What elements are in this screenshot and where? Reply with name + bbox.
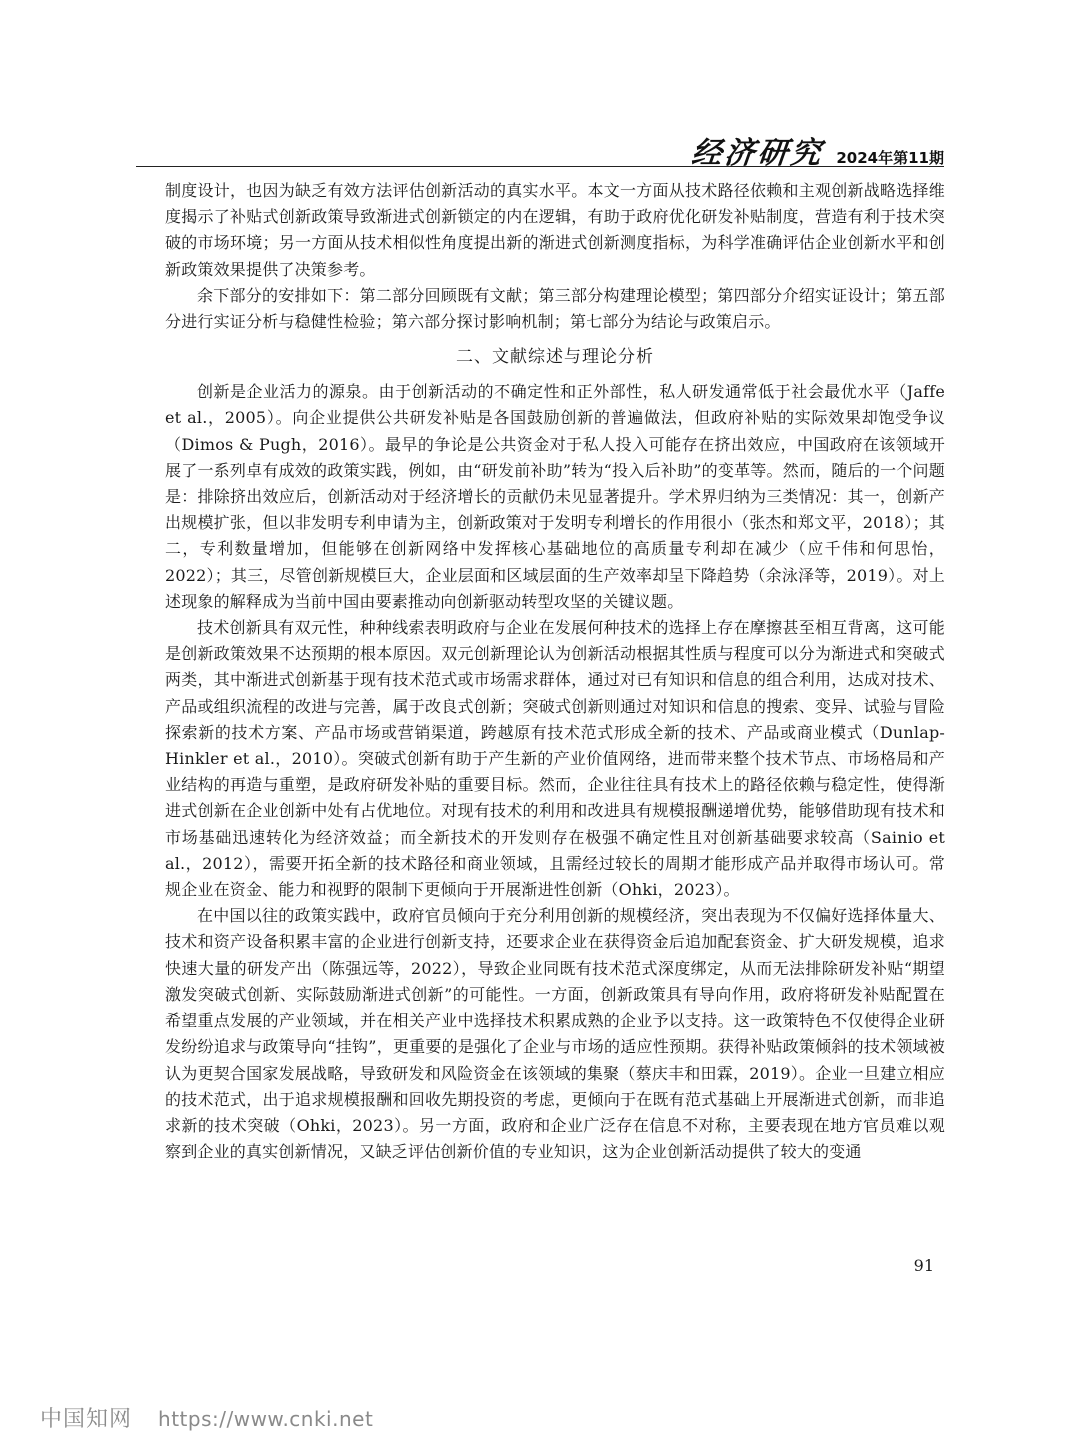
paragraph: 创新是企业活力的源泉。由于创新活动的不确定性和正外部性，私人研发通常低于社会最优水平（Jaffe et al.，2005）。向企业提供公共研发补贴是各国鼓励创新的普遍做法，但政府补贴的实际效果却饱受争议（Dimos & Pugh，2016）。最早的争论是公共资金对于私人投入可能存在挤出效应，中国政府在该领域开展了一系列卓有成效的政策实践，例如，由“研发前补助”转为“投入后补助”的变革等。然而，随后的一个问题是：排除挤出效应后，创新活动对于经济增长的贡献仍未见显著提升。学术界归纳为三类情况：其一，创新产出规模扩张，但以非发明专利申请为主，创新政策对于发明专利增长的作用很小（张杰和郑文平，2018）；其二，专利数量增加，但能够在创新网络中发挥核心基础地位的高质量专利却在减少（应千伟和何思怡，2022）；其三，尽管创新规模巨大，企业层面和区域层面的生产效率却呈下降趋势（余泳泽等，2019）。对上述现象的解释成为当前中国由要素推动向创新驱动转型攻坚的关键议题。 [165,382,945,611]
watermark [40,1402,373,1433]
article-body [165,178,945,1165]
paragraph: 制度设计，也因为缺乏有效方法评估创新活动的真实水平。本文一方面从技术路径依赖和主观创新战略选择维度揭示了补贴式创新政策导致渐进式创新锁定的内在逻辑，有助于政府优化研发补贴制度，营造有利于技术突破的市场环境；另一方面从技术相似性角度提出新的渐进式创新测度指标，为科学准确评估企业创新水平和创新政策效果提供了决策参考。 [165,181,945,279]
journal-issue: 2024年第11期 [836,149,944,167]
paragraph: 余下部分的安排如下：第二部分回顾既有文献；第三部分构建理论模型；第四部分介绍实证设计；第五部分进行实证分析与稳健性检验；第六部分探讨影响机制；第七部分为结论与政策启示。 [165,285,945,332]
header-rule [136,166,944,167]
watermark-url: https://www.cnki.net [158,1407,374,1431]
paragraph: 技术创新具有双元性，种种线索表明政府与企业在发展何种技术的选择上存在摩擦甚至相互背离，这可能是创新政策效果不达预期的根本原因。双元创新理论认为创新活动根据其性质与程度可以分为渐进式和突破式两类，其中渐进式创新基于现有技术范式或市场需求群体，通过对已有知识和信息的组合利用，达成对技术、产品或组织流程的改进与完善，属于改良式创新；突破式创新则通过对知识和信息的搜索、变异、试验与冒险探索新的技术方案、产品市场或营销渠道，跨越原有技术范式形成全新的技术、产品或商业模式（Dunlap-Hinkler et al.，2010）。突破式创新有助于产生新的产业价值网络，进而带来整个技术节点、市场格局和产业结构的再造与重塑，是政府研发补贴的重要目标。然而，企业往往具有技术上的路径依赖与稳定性，使得渐进式创新在企业创新中处有占优地位。对现有技术的利用和改进具有规模报酬递增优势，能够借助现有技术和市场基础迅速转化为经济效益；而全新技术的开发则存在极强不确定性且对创新基础要求较高（Sainio et al.，2012），需要开拓全新的技术路径和商业领域，且需经过较长的周期才能形成产品并取得市场认可。常规企业在资金、能力和视野的限制下更倾向于开展渐进性创新（Ohki，2023）。 [165,618,945,900]
watermark-logo: 中国知网 [40,1407,133,1432]
journal-name: 经济研究 [690,136,826,171]
page-number: 91 [913,1256,934,1275]
section-heading: 二、文献综述与理论分析 [456,347,654,368]
paragraph: 在中国以往的政策实践中，政府官员倾向于充分利用创新的规模经济，突出表现为不仅偏好选择体量大、技术和资产设备积累丰富的企业进行创新支持，还要求企业在获得资金后追加配套资金、扩大研发规模，追求快速大量的研发产出（陈强远等，2022），导致企业同既有技术范式深度绑定，从而无法排除研发补贴“期望激发突破式创新、实际鼓励渐进式创新”的可能性。一方面，创新政策具有导向作用，政府将研发补贴配置在希望重点发展的产业领域，并在相关产业中选择技术积累成熟的企业予以支持。这一政策特色不仅使得企业研发纷纷追求与政策导向“挂钩”，更重要的是强化了企业与市场的适应性预期。获得补贴政策倾斜的技术领域被认为更契合国家发展战略，导致研发和风险资金在该领域的集聚（蔡庆丰和田霖，2019）。企业一旦建立相应的技术范式，出于追求规模报酬和回收先期投资的考虑，更倾向于在既有范式基础上开展渐进式创新，而非追求新的技术突破（Ohki，2023）。另一方面，政府和企业广泛存在信息不对称，主要表现在地方官员难以观察到企业的真实创新情况，又缺乏评估创新价值的专业知识，这为企业创新活动提供了较大的变通 [165,906,945,1162]
